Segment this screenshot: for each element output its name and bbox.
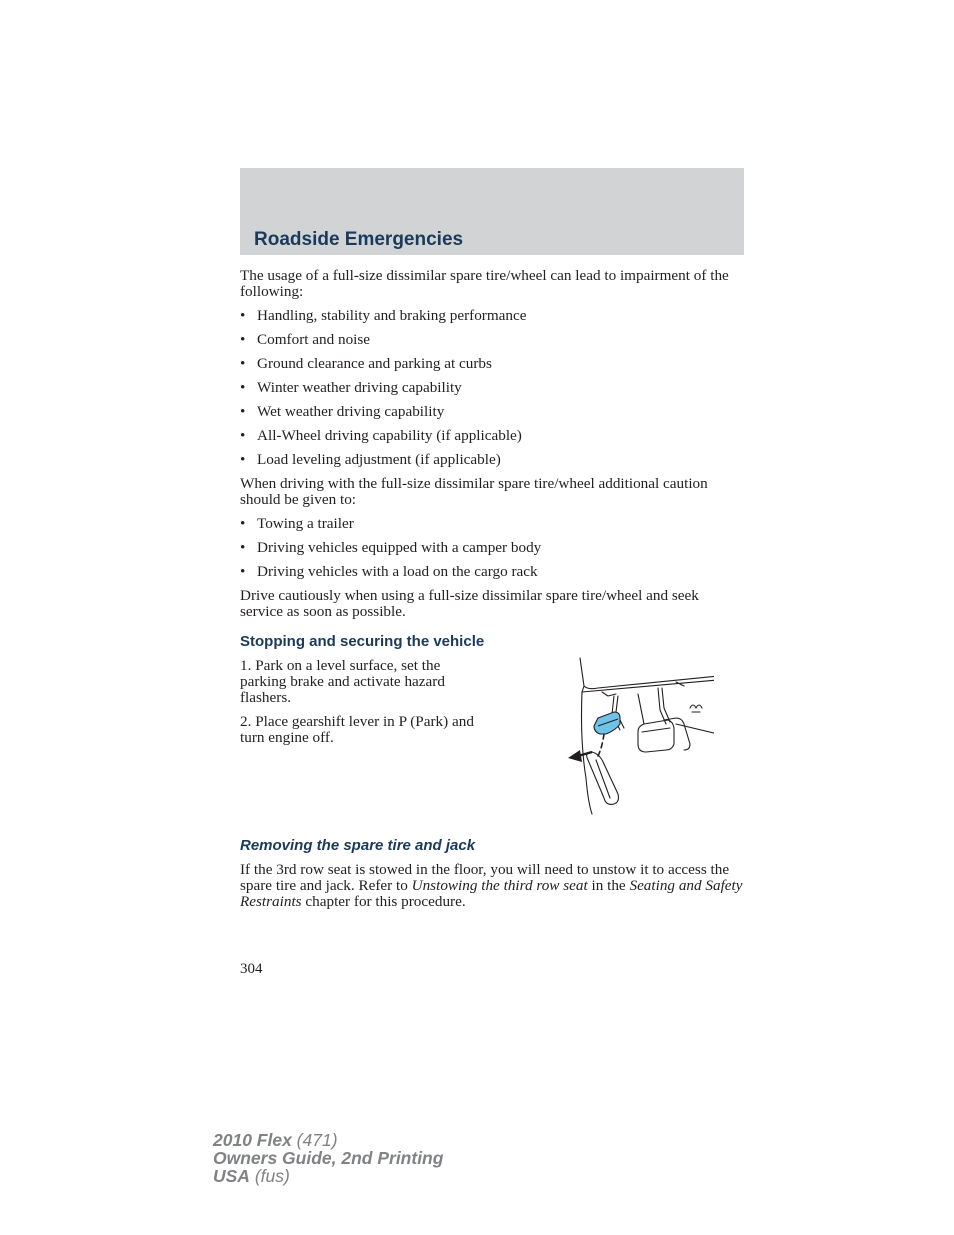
page-content (240, 268, 744, 918)
removing-heading: Removing the spare tire and jack (240, 837, 476, 854)
impairment-list (240, 308, 744, 468)
list-item: • Driving vehicles equipped with a camper body (240, 540, 744, 556)
footer-line-3 (213, 1167, 443, 1185)
list-item: • Load leveling adjustment (if applicable) (240, 452, 744, 468)
caution-list (240, 516, 744, 580)
list-item: • Ground clearance and parking at curbs (240, 356, 744, 372)
footer-region-code: (fus) (249, 1166, 290, 1186)
intro-paragraph: The usage of a full-size dissimilar spare tire/wheel can lead to impairment of the following: (240, 267, 729, 300)
list-item: • Towing a trailer (240, 516, 744, 532)
stopping-section (240, 658, 744, 816)
list-item: • Driving vehicles with a load on the cargo rack (240, 564, 744, 580)
section-header-band (240, 168, 744, 255)
step-2: 2. Place gearshift lever in P (Park) and turn engine off. (240, 713, 474, 746)
footer-region: USA (213, 1166, 250, 1186)
footer-line-2 (213, 1149, 443, 1167)
step-1: 1. Park on a level surface, set the parking brake and activate hazard flashers. (240, 657, 445, 706)
removing-text-1: If the 3rd row seat is stowed in the floor, you will need to unstow it to access the spare tire and jack. Refer to (240, 861, 730, 894)
footer-line-1 (213, 1131, 443, 1149)
footer-edition: Owners Guide, 2nd Printing (213, 1148, 444, 1168)
parking-brake-illustration (558, 652, 714, 816)
stopping-heading: Stopping and securing the vehicle (240, 633, 485, 650)
section-title: Roadside Emergencies (254, 229, 464, 250)
list-item: • Wet weather driving capability (240, 404, 744, 420)
unstowing-reference: Unstowing the third row seat (411, 877, 588, 894)
removing-paragraph (240, 862, 744, 910)
page-number: 304 (240, 961, 263, 977)
removing-text-2: in the (587, 877, 630, 894)
list-item: • Winter weather driving capability (240, 380, 744, 396)
drive-note: Drive cautiously when using a full-size dissimilar spare tire/wheel and seek service as soon as possible. (240, 587, 699, 620)
footer-model: 2010 Flex (213, 1130, 292, 1150)
chapter-reference: Seating and Safety Restraints (240, 877, 743, 910)
stopping-steps (240, 658, 490, 816)
removing-text-3: chapter for this procedure. (301, 893, 466, 910)
list-item: • All-Wheel driving capability (if applicable) (240, 428, 744, 444)
footer (213, 1131, 443, 1185)
list-item: • Comfort and noise (240, 332, 744, 348)
footer-model-code: (471) (291, 1130, 338, 1150)
caution-paragraph: When driving with the full-size dissimilar spare tire/wheel additional caution should be given to: (240, 475, 708, 508)
list-item: • Handling, stability and braking performance (240, 308, 744, 324)
